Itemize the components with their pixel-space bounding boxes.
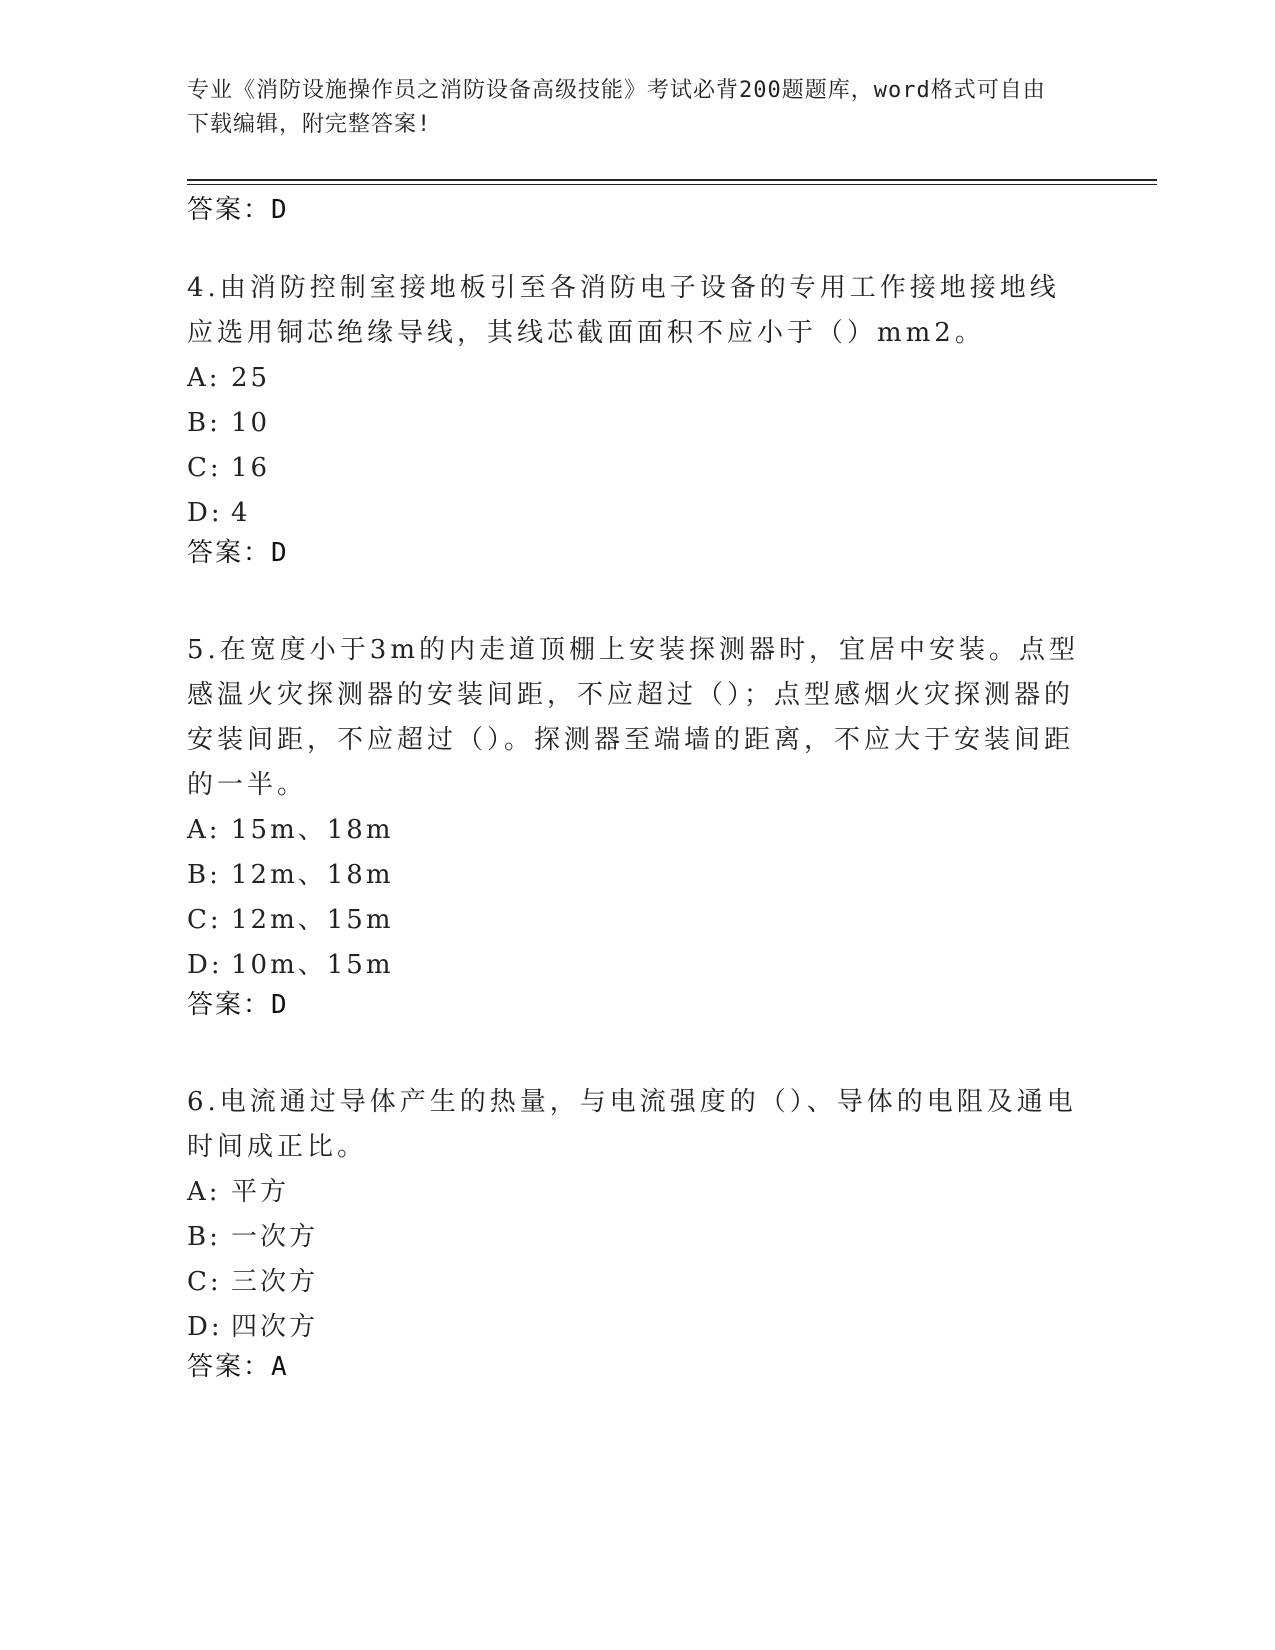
option-key: D: <box>187 950 223 980</box>
option-b <box>187 853 1087 898</box>
option-value: 平方 <box>231 1177 290 1207</box>
question-6-answer: 答案：A <box>187 1352 289 1382</box>
header-divider-thin <box>187 184 1157 185</box>
question-4 <box>187 266 1087 570</box>
option-key: A: <box>187 363 221 393</box>
question-4-options <box>187 356 1087 536</box>
option-key: B: <box>187 860 221 890</box>
question-5-answer: 答案：D <box>187 990 289 1020</box>
question-4-answer: 答案：D <box>187 538 289 568</box>
option-value: 四次方 <box>231 1312 319 1342</box>
option-value: 12m、18m <box>231 860 394 890</box>
document-header: 专业《消防设施操作员之消防设备高级技能》考试必背200题题库，word格式可自由下载编辑，附完整答案! <box>187 78 1046 137</box>
previous-answer: 答案：D <box>187 195 289 225</box>
option-key: C: <box>187 905 222 935</box>
question-6 <box>187 1080 1087 1384</box>
previous-answer-block <box>187 193 1087 227</box>
option-d <box>187 491 1087 536</box>
option-value: 10m、15m <box>231 950 394 980</box>
option-key: B: <box>187 408 221 438</box>
option-d <box>187 1305 1087 1350</box>
option-key: D: <box>187 1312 223 1342</box>
option-a <box>187 808 1087 853</box>
option-value: 10 <box>231 408 271 438</box>
option-value: 12m、15m <box>231 905 394 935</box>
option-value: 16 <box>231 453 271 483</box>
question-5-text: 5.在宽度小于3m的内走道顶棚上安装探测器时，宜居中安装。点型感温火灾探测器的安装间距，不应超过（）；点型感烟火灾探测器的安装间距，不应超过（）。探测器至端墙的距离，不应大于安装间距的一半。 <box>187 635 1080 800</box>
option-key: A: <box>187 1177 221 1207</box>
question-6-text: 6.电流通过导体产生的热量，与电流强度的（）、导体的电阻及通电时间成正比。 <box>187 1087 1077 1162</box>
option-a <box>187 1170 1087 1215</box>
option-c <box>187 1260 1087 1305</box>
option-c <box>187 898 1087 943</box>
question-5 <box>187 628 1087 1022</box>
option-c <box>187 446 1087 491</box>
option-b <box>187 1215 1087 1260</box>
option-value: 三次方 <box>231 1267 319 1297</box>
option-key: C: <box>187 453 222 483</box>
question-4-text: 4.由消防控制室接地板引至各消防电子设备的专用工作接地接地线应选用铜芯绝缘导线，其线芯截面面积不应小于（）mm2。 <box>187 273 1060 348</box>
option-value: 4 <box>231 498 251 528</box>
option-b <box>187 401 1087 446</box>
option-d <box>187 943 1087 988</box>
option-value: 25 <box>231 363 271 393</box>
question-6-options <box>187 1170 1087 1350</box>
option-value: 15m、18m <box>231 815 394 845</box>
question-5-options <box>187 808 1087 988</box>
option-key: D: <box>187 498 223 528</box>
option-key: B: <box>187 1222 221 1252</box>
header-divider-thick <box>187 179 1157 181</box>
option-value: 一次方 <box>231 1222 319 1252</box>
option-key: C: <box>187 1267 222 1297</box>
option-a <box>187 356 1087 401</box>
option-key: A: <box>187 815 221 845</box>
